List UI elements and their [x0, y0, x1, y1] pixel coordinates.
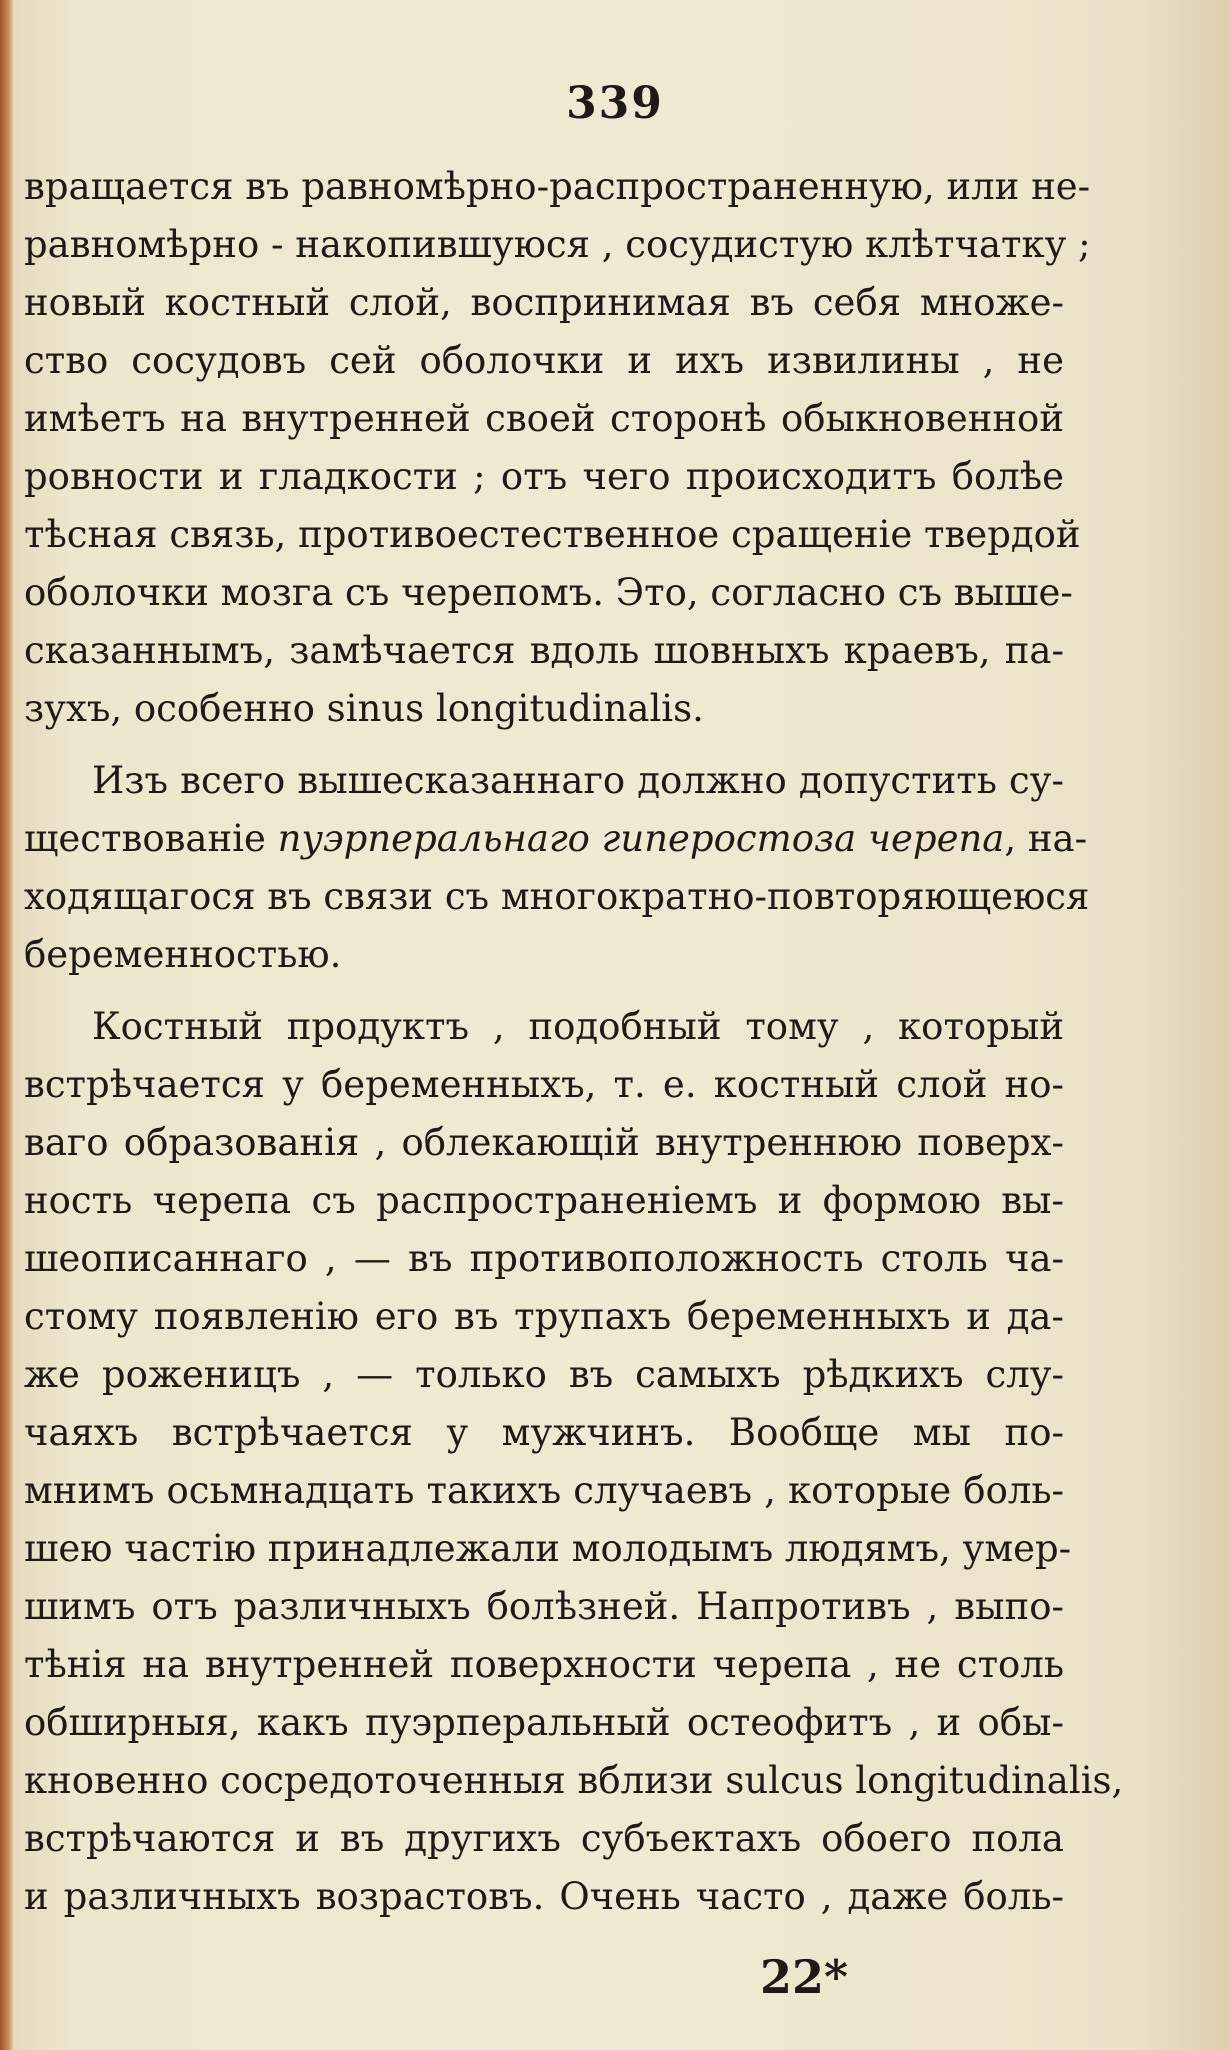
text-line: кновенно сосредоточенныя вблизи sulcus longitudinalis, — [24, 1759, 1124, 1802]
text-line: новый костный слой, воспринимая въ себя множе- — [24, 281, 1064, 324]
text-line: шею частію принадлежали молодымъ людямъ, умер- — [24, 1527, 1072, 1570]
text-line: равномѣрно - накопившуюся , сосудистую клѣтчатку ; — [24, 223, 1091, 266]
page-number: 339 — [566, 78, 664, 129]
text-line: обширныя, какъ пуэрперальный остеофитъ , и обы- — [24, 1701, 1064, 1744]
text-line: встрѣчается у беременныхъ, т. е. костный слой но- — [24, 1063, 1064, 1106]
text-line: беременностью. — [24, 933, 342, 976]
text-line: оболочки мозга съ черепомъ. Это, согласно съ выше- — [24, 571, 1073, 614]
text-line: вращается въ равномѣрно-распространенную, или не- — [24, 165, 1091, 208]
text-line: Костный продуктъ , подобный тому , который — [92, 1005, 1064, 1048]
page-binding-edge — [0, 0, 14, 2050]
text-line: и различныхъ возрастовъ. Очень часто , даже боль- — [24, 1875, 1064, 1918]
text-line: ходящагося въ связи съ многократно-повторяющеюся — [24, 875, 1090, 918]
signature-mark: 22* — [760, 1950, 849, 2004]
text-line: тѣсная связь, противоестественное сращеніе твердой — [24, 513, 1081, 556]
text-line: ство сосудовъ сей оболочки и ихъ извилины , не — [24, 339, 1064, 382]
text-line: Изъ всего вышесказаннаго должно допустить су- — [92, 759, 1064, 802]
text-line: тѣнія на внутренней поверхности черепа , не столь — [24, 1643, 1064, 1686]
text-line: шимъ отъ различныхъ болѣзней. Напротивъ , выпо- — [24, 1585, 1064, 1628]
text-line: мнимъ осьмнадцать такихъ случаевъ , которые боль- — [24, 1469, 1064, 1512]
text-line: стому появленію его въ трупахъ беременныхъ и да- — [24, 1295, 1064, 1338]
text-line: ность черепа съ распространеніемъ и формою вы- — [24, 1179, 1064, 1222]
italic-term: пуэрперальнаго гиперостоза черепа — [277, 817, 1005, 860]
body-text — [24, 158, 1124, 1926]
text-line: же роженицъ , — только въ самыхъ рѣдкихъ слу- — [24, 1353, 1064, 1396]
text-line: встрѣчаются и въ другихъ субъектахъ обоего пола — [24, 1817, 1064, 1860]
text-line: шеописаннаго , — въ противоположность столь ча- — [24, 1237, 1064, 1280]
text-line: имѣетъ на внутренней своей сторонѣ обыкновенной — [24, 397, 1064, 440]
text-run: , на- — [1004, 817, 1088, 860]
text-line: ровности и гладкости ; отъ чего происходитъ болѣе — [24, 455, 1064, 498]
text-line — [24, 810, 1088, 868]
text-line: зухъ, особенно sinus longitudinalis. — [24, 687, 704, 730]
text-line: чаяхъ встрѣчается у мужчинъ. Вообще мы по- — [24, 1411, 1064, 1454]
text-run: ществованіе — [24, 817, 266, 860]
text-line: сказаннымъ, замѣчается вдоль шовныхъ краевъ, па- — [24, 629, 1064, 672]
text-line: ваго образованія , облекающій внутреннюю поверх- — [24, 1121, 1064, 1164]
